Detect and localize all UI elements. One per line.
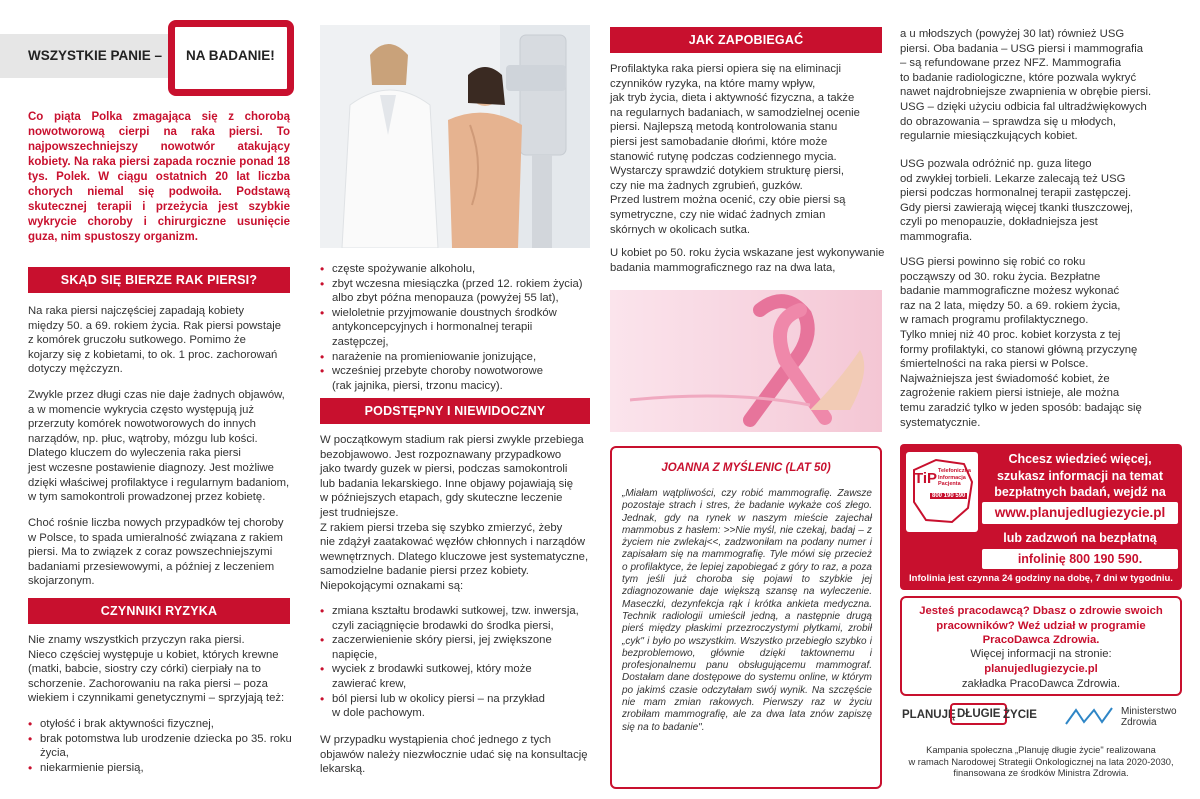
col3-paragraph-1: Profilaktyka raka piersi opiera się na eliminacji czynników ryzyka, na które mamy wpływ, jak tryb życia, dieta i aktywność fizyczna, a także na regularnych badaniach, w samodzielnej ocenie piersi. Najlepszą metodą kontrolowania stanu piersi jest samobadanie dłońmi, które może stanowić rutynę podczas codziennego mycia. Wystarczy sprawdzić dotykiem strukturę piersi, czy nie ma żadnych zgrubień, guzków. Przed lustrem można ocenić, czy obie piersi są symetryczne, czy nie widać żadnych zmian skórnych w okolicach sutka. [610, 63, 860, 236]
intro-text: Co piąta Polka zmagająca się z chorobą nowotworową cierpi na raka piersi. To najpowszechniejszy nowotwór atakujący kobiety. Na raka piersi zapada rocznie ponad 18 tys. Polek. W ciągu ostatnich 20 lat liczba chorych niemal się podwoiła. Podstawą skutecznej terapii i przeżycia jest szybkie wykrycie choroby i chirurgiczne usunięcie guza, nim spustoszy organizm. [28, 111, 290, 243]
list-item: • zaczerwienienie skóry piersi, jej zwiększone napięcie, [320, 633, 598, 662]
sec1-paragraph-2: Zwykle przez długi czas nie daje żadnych objawów, a w momencie wykrycia często występują już przerzuty komórek nowotworowych do innych narządów, np. płuc, wątroby, mózgu lub kości. Dlatego kluczem do wyleczenia raka piersi jest wczesne postawienie diagnozy. Jest możliwe dzięki właściwej profilaktyce i regularnym badaniom, w tym samokontroli prowadzonej przez kobietę. [28, 389, 290, 504]
list-item: • zbyt wczesna miesiączka (przed 12. rokiem życia) albo zbyt późna menopauza (powyżej 55 lat), [320, 277, 595, 306]
tip-logo [906, 452, 978, 532]
title-box-text: NA BADANIE! [186, 48, 275, 63]
info-url-link[interactable]: www.planujedlugiezycie.pl [982, 502, 1178, 524]
risk-list-2 [320, 262, 595, 393]
pink-ribbon-photo [610, 290, 882, 432]
employer-url-link[interactable]: planujedlugiezycie.pl [984, 663, 1098, 675]
col2-paragraph-2: W przypadku wystąpienia choć jednego z tych objawów należy niezwłocznie udać się na konsultację lekarską. [320, 734, 588, 776]
mammography-photo [320, 25, 590, 248]
col3-paragraph-2: U kobiet po 50. roku życia wskazane jest wykonywanie badania mammograficznego raz na dwa lata, [610, 247, 885, 274]
poland-map-icon [906, 452, 978, 532]
logo-zycie: ŻYCIE [1003, 709, 1037, 721]
section-header-jak: JAK ZAPOBIEGAĆ [610, 27, 882, 53]
tip-logo-text: Telefoniczna Informacja Pacjenta [938, 468, 971, 487]
list-item: • brak potomstwa lub urodzenie dziecka po 35. roku życia, [28, 732, 298, 761]
sec1-paragraph-1: Na raka piersi najczęściej zapadają kobiety między 50. a 69. rokiem życia. Rak piersi powstaje z komórek gruczołu sutkowego. Pomimo że kojarzy się z kobietami, to ok. 1 proc. zachorowań dotyczy mężczyzn. [28, 305, 282, 376]
symptom-list [320, 604, 598, 721]
ministry-name-1: Ministerstwo [1121, 706, 1177, 717]
list-item: • wcześniej przebyte choroby nowotworowe (rak jajnika, piersi, trzonu macicy). [320, 364, 595, 393]
sec2-paragraph-1: Nie znamy wszystkich przyczyn raka piersi. Nieco częściej występuje u kobiet, których krewne (matki, babcie, siostry czy córki) cierpiały na to schorzenie. Zachorowaniu na raka piersi – poza wiekiem i czynnikami genetycznymi – sprzyjają też: [28, 634, 285, 705]
section-header-czynniki: CZYNNIKI RYZYKA [28, 598, 290, 624]
info-hours: Infolinia jest czynna 24 godziny na dobę, 7 dni w tygodniu. [909, 573, 1173, 584]
info-phone[interactable]: infolinię 800 190 590. [982, 549, 1178, 569]
col4-paragraph-2: USG pozwala odróżnić np. guza litego od zwykłej torbieli. Lekarze zalecają też USG piersi podczas hormonalnej terapii zastępczej. Gdy piersi zawierają więcej tkanki tłuszczowej, czyli po menopauzie, dokładniejsza jest mammografia. [900, 158, 1133, 243]
list-item: • ból piersi lub w okolicy piersi – na przykład w dole pachowym. [320, 692, 598, 721]
list-item: • wieloletnie przyjmowanie doustnych środków antykoncepcyjnych i hormonalnej terapii zastępczej, [320, 306, 595, 350]
testimonial-title: JOANNA Z MYŚLENIC (LAT 50) [661, 462, 831, 474]
section-header-podstepny: PODSTĘPNY I NIEWIDOCZNY [320, 398, 590, 424]
logo-planuje: PLANUJĘ [902, 709, 956, 721]
tip-logo-number: 800 190 590 [932, 493, 966, 499]
info-call: lub zadzwoń na bezpłatną [1003, 531, 1157, 545]
col4-paragraph-3: USG piersi powinno się robić co roku począwszy od 30. roku życia. Bezpłatne badanie mammograficzne możesz wykonać raz na 2 lata, między 50. a 69. rokiem życia, w ramach programu profilaktycznego. Tylko mniej niż 40 proc. kobiet korzysta z tej formy profilaktyki, co stanowi główną przyczynę śmiertelności na raka piersi w Polsce. Najważniejsza jest świadomość kobiet, że zagrożenie rakiem piersi istnieje, ale można temu zaradzić tylko w jeden sposób: badając się systematycznie. [900, 256, 1142, 429]
sec1-paragraph-3: Choć rośnie liczba nowych przypadków tej choroby w Polsce, to spada umieralność związana z rakiem piersi. Ma to związek z coraz powszechniejszymi badaniami przesiewowymi, a później z leczeniem skojarzonym. [28, 517, 284, 588]
employer-more: Więcej informacji na stronie: [970, 648, 1112, 660]
risk-list-1 [28, 717, 298, 775]
employer-tab: zakładka PracoDawca Zdrowia. [961, 678, 1121, 690]
list-item: • wyciek z brodawki sutkowej, który może zawierać krew, [320, 662, 598, 691]
pink-ribbon-icon [610, 290, 882, 432]
title-left: WSZYSTKIE PANIE – [28, 48, 163, 63]
section-header-skad: SKĄD SIĘ BIERZE RAK PIERSI? [28, 267, 290, 293]
list-item: • narażenie na promieniowanie jonizujące, [320, 350, 595, 365]
mammography-illustration [320, 25, 590, 248]
campaign-footer: Kampania społeczna „Planuję długie życie" realizowana w ramach Narodowej Strategii Onkologicznej na lata 2020-2030, finansowana ze środków Ministra Zdrowia. [908, 745, 1174, 778]
list-item: • zmiana kształtu brodawki sutkowej, tzw. inwersja, czyli zaciągnięcie brodawki do środka piersi, [320, 604, 598, 633]
col4-paragraph-1: a u młodszych (powyżej 30 lat) również USG piersi. Oba badania – USG piersi i mammografia – są refundowane przez NFZ. Mammografia to badanie radiologiczne, które pozwala wykryć nawet najdrobniejsze zwapnienia w obrębie piersi. USG – dzięki użyciu odbicia fal ultradźwiękowych do obrazowania – sprawdza się u młodych, regularnie miesiączkujących kobiet. [900, 28, 1152, 143]
list-item: • otyłość i brak aktywności fizycznej, [28, 717, 298, 732]
ministry-name-2: Zdrowia [1121, 717, 1157, 728]
testimonial-text: „Miałam wątpliwości, czy robić mammografię. Zawsze pozostaje strach i stres, że badanie wykaże coś złego. Jednak, gdy na rynek w naszym mieście zajechał mammobus z hasłem: >>Nie myśl, nie czekaj, badaj – z życiem nie zwlekaj<<, zadzwoniłam na podany numer i zapisałam się na mammografię. Tyle mówi się przecież o profilaktyce, że lepiej zapobiegać z góry to raz, a poza tym jeśli już choroba się pojawi to szybkie jej zdiagnozowanie daje większą szansę na wyleczenie. Maseczki, dezynfekcja rąk i krótka ankieta medyczna. Technik radiologii umieścił jedną, a następnie drugą pierś między płaskimi przezroczystymi płytkami, zrobił „cyk" i było po wszystkim. Wszystko przebiegło szybko i bezproblemowo, głównie dzięki taktownemu i profesjonalnemu panu obsługującemu mammograf. Dostałam dane dostępowe do systemu online, w którym po jakimś czasie odczytałam swój wynik. Na szczęście nie mam zmian rakowych. Pierwszy raz w życiu zrobiłam mammografię, ale za dwa lata znów zapiszę się na to badanie". [622, 488, 872, 733]
list-item: • częste spożywanie alkoholu, [320, 262, 595, 277]
ministry-logo-icon [1064, 706, 1118, 728]
info-text: Chcesz wiedzieć więcej, szukasz informacji na temat bezpłatnych badań, wejdź na [994, 452, 1166, 499]
tip-logo-tip: TiP [914, 470, 938, 487]
list-item: • niekarmienie piersią, [28, 761, 298, 776]
employer-bold-text: Jesteś pracodawcą? Dbasz o zdrowie swoich pracowników? Weź udział w programie PracoDawca Zdrowia. [919, 605, 1163, 646]
logo-dlugie: DŁUGIE [950, 703, 1007, 725]
col2-paragraph-1: W początkowym stadium rak piersi zwykle przebiega bezobjawowo. Jest rozpoznawany przypadkowo jako twardy guzek w piersi, podczas samokontroli lub badania lekarskiego. Inne objawy pojawiają się w późniejszych etapach, gdy skuteczne leczenie jest trudniejsze. Z rakiem piersi trzeba się szybko zmierzyć, żeby nie zdążył zaatakować węzłów chłonnych i narządów wewnętrznych. Dlatego kluczowe jest systematyczne, samodzielne badanie piersi przez kobiety. Niepokojącymi oznakami są: [320, 434, 589, 592]
